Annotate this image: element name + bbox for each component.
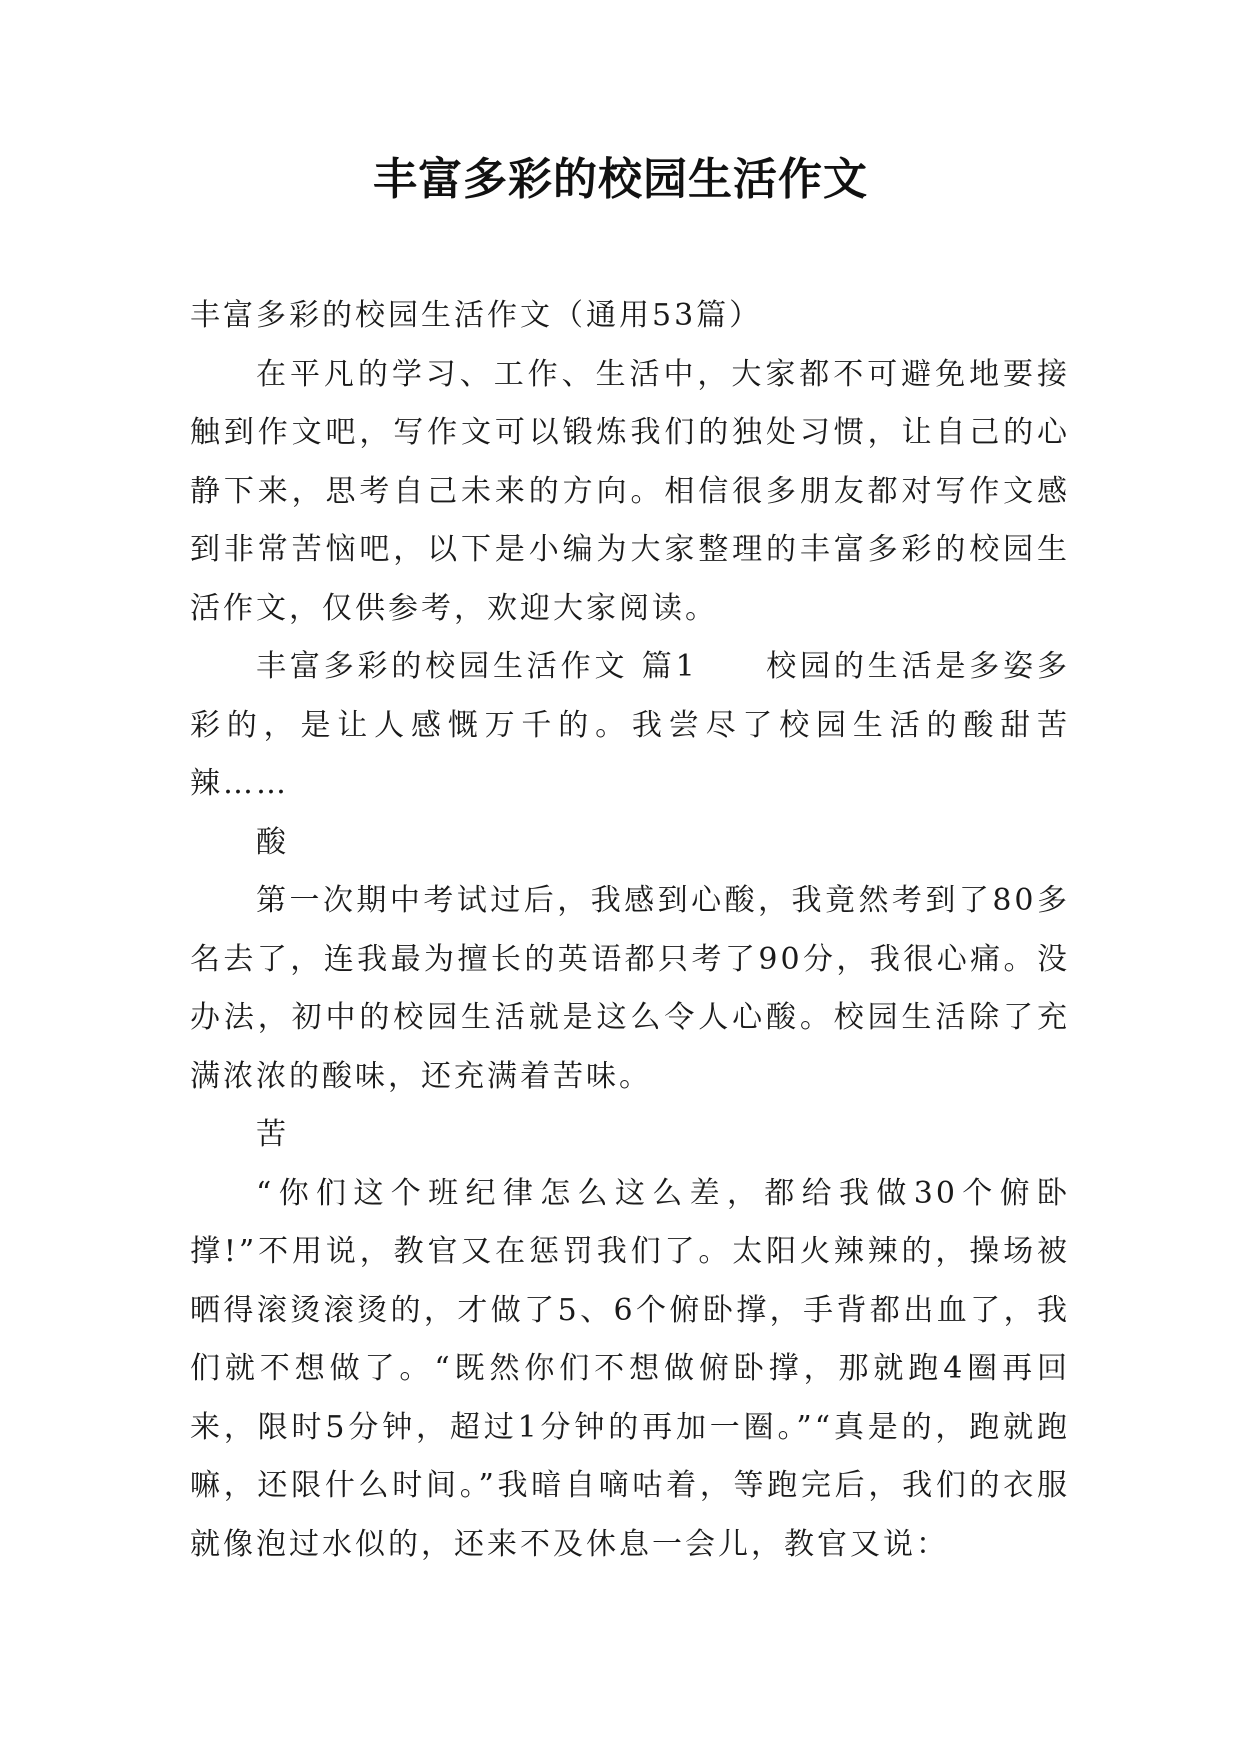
- paragraph-essay-1-opening: 丰富多彩的校园生活作文 篇1 校园的生活是多姿多彩的，是让人感慨万千的。我尝尽了校园生活的酸甜苦辣……: [190, 649, 1070, 801]
- section-heading-sour: 酸: [256, 824, 289, 860]
- document-subtitle: 丰富多彩的校园生活作文（通用53篇）: [190, 298, 763, 333]
- document-body: [190, 287, 1070, 1574]
- paragraph-sour: 第一次期中考试过后，我感到心酸，我竟然考到了80多名去了，连我最为擅长的英语都只考了90分，我很心痛。没办法，初中的校园生活就是这么令人心酸。校园生活除了充满浓浓的酸味，还充满着苦味。: [190, 883, 1070, 1094]
- paragraph-bitter: “你们这个班纪律怎么这么差，都给我做30个俯卧撑!”不用说，教官又在惩罚我们了。太阳火辣辣的，操场被晒得滚烫滚烫的，才做了5、6个俯卧撑，手背都出血了，我们就不想做了。“既然你们不想做俯卧撑，那就跑4圈再回来，限时5分钟，超过1分钟的再加一圈。”“真是的，跑就跑嘛，还限什么时间。”我暗自嘀咕着，等跑完后，我们的衣服就像泡过水似的，还来不及休息一会儿，教官又说：: [190, 1175, 1070, 1562]
- paragraph-intro: 在平凡的学习、工作、生活中，大家都不可避免地要接触到作文吧，写作文可以锻炼我们的独处习惯，让自己的心静下来，思考自己未来的方向。相信很多朋友都对写作文感到非常苦恼吧，以下是小编为大家整理的丰富多彩的校园生活作文，仅供参考，欢迎大家阅读。: [190, 356, 1070, 626]
- document-title: 丰富多彩的校园生活作文: [373, 154, 868, 205]
- section-heading-bitter: 苦: [256, 1117, 289, 1152]
